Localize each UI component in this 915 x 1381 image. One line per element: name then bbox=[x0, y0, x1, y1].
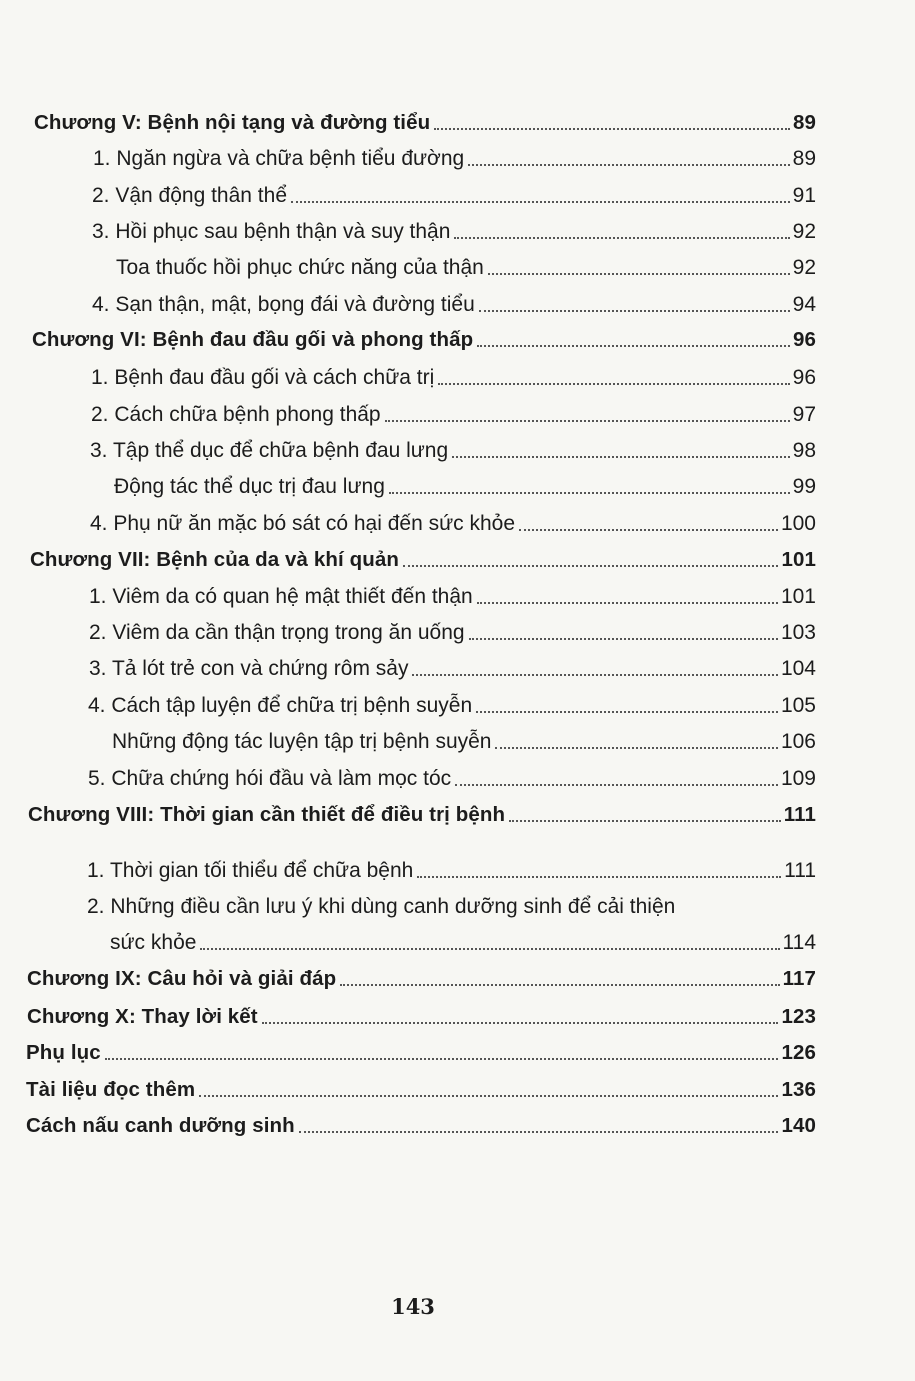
toc-section-entry[interactable] bbox=[92, 183, 816, 209]
toc-page-number: 111 bbox=[783, 803, 816, 826]
toc-page-number: 103 bbox=[780, 621, 816, 644]
toc-page-number: 94 bbox=[792, 293, 816, 316]
toc-chapter-entry[interactable] bbox=[30, 547, 816, 573]
dot-leader bbox=[412, 674, 777, 676]
toc-entry-label: 1. Viêm da có quan hệ mật thiết đến thận bbox=[89, 585, 473, 608]
toc-section-entry[interactable] bbox=[90, 438, 816, 464]
toc-chapter-entry[interactable] bbox=[26, 1077, 816, 1103]
toc-entry-label: 4. Sạn thận, mật, bọng đái và đường tiểu bbox=[92, 293, 475, 316]
dot-leader bbox=[417, 876, 781, 878]
dot-leader bbox=[200, 948, 779, 950]
toc-entry-label: 1. Thời gian tối thiểu để chữa bệnh bbox=[87, 859, 414, 882]
dot-leader bbox=[495, 747, 777, 749]
toc-entry-label: 2. Những điều cần lưu ý khi dùng canh dưỡng sinh để cải thiện bbox=[87, 895, 676, 918]
toc-page-number: 96 bbox=[792, 328, 816, 351]
toc-entry-label: 3. Tập thể dục để chữa bệnh đau lưng bbox=[90, 439, 449, 462]
toc-entry-continuation bbox=[110, 930, 816, 956]
toc-page-number: 117 bbox=[782, 967, 816, 990]
dot-leader bbox=[438, 383, 789, 385]
dot-leader bbox=[468, 164, 789, 166]
toc-section-entry[interactable] bbox=[114, 474, 816, 500]
toc-entry-label: 3. Tả lót trẻ con và chứng rôm sảy bbox=[89, 657, 409, 680]
toc-page-number: 104 bbox=[780, 657, 816, 680]
toc-page-number: 105 bbox=[780, 694, 816, 717]
toc-section-entry[interactable] bbox=[92, 292, 816, 318]
toc-page-number: 123 bbox=[781, 1005, 816, 1028]
dot-leader bbox=[105, 1058, 779, 1060]
toc-entry-label: Chương V: Bệnh nội tạng và đường tiểu bbox=[34, 111, 431, 134]
toc-entry-label: 2. Viêm da cần thận trọng trong ăn uống bbox=[89, 621, 465, 644]
toc-section-entry[interactable] bbox=[89, 584, 816, 610]
toc-chapter-entry[interactable] bbox=[27, 1004, 816, 1030]
dot-leader bbox=[519, 529, 778, 531]
dot-leader bbox=[509, 820, 781, 822]
toc-section-entry[interactable] bbox=[112, 729, 816, 755]
toc-entry-label: Chương VII: Bệnh của da và khí quản bbox=[30, 548, 399, 571]
toc-section-entry[interactable] bbox=[92, 219, 816, 245]
toc-page-number: 111 bbox=[784, 859, 816, 882]
toc-page-number: 96 bbox=[792, 366, 816, 389]
dot-leader bbox=[488, 273, 790, 275]
dot-leader bbox=[291, 201, 790, 203]
toc-page-number: 92 bbox=[792, 220, 816, 243]
toc-entry-label: 4. Phụ nữ ăn mặc bó sát có hại đến sức khỏe bbox=[90, 512, 516, 535]
toc-page-number: 114 bbox=[782, 931, 816, 954]
toc-entry-label: Tài liệu đọc thêm bbox=[26, 1078, 196, 1101]
dot-leader bbox=[477, 602, 778, 604]
dot-leader bbox=[403, 565, 779, 567]
dot-leader bbox=[454, 237, 789, 239]
toc-chapter-entry[interactable] bbox=[34, 110, 816, 136]
toc-section-entry[interactable] bbox=[89, 656, 816, 682]
toc-entry-label: Cách nấu canh dưỡng sinh bbox=[26, 1114, 295, 1137]
toc-entry-label: Phụ lục bbox=[26, 1041, 101, 1064]
toc-page-number: 109 bbox=[780, 767, 816, 790]
dot-leader bbox=[340, 984, 779, 986]
toc-entry-label: 2. Vận động thân thể bbox=[92, 184, 287, 207]
page-number: 143 bbox=[391, 1294, 435, 1319]
toc-entry-label: Chương X: Thay lời kết bbox=[27, 1005, 258, 1028]
toc-page-number: 101 bbox=[781, 548, 816, 571]
toc-section-entry[interactable] bbox=[88, 693, 816, 719]
toc-entry-label-continued: sức khỏe bbox=[110, 931, 197, 954]
toc-chapter-entry[interactable] bbox=[28, 802, 816, 828]
dot-leader bbox=[479, 310, 790, 312]
toc-chapter-entry[interactable] bbox=[32, 327, 816, 353]
toc-page-number: 100 bbox=[780, 512, 816, 535]
toc-page-number: 101 bbox=[780, 585, 816, 608]
dot-leader bbox=[455, 784, 778, 786]
toc-section-entry[interactable] bbox=[116, 255, 816, 281]
toc-page-number: 126 bbox=[781, 1041, 816, 1064]
dot-leader bbox=[389, 492, 790, 494]
toc-page-number: 97 bbox=[792, 403, 816, 426]
toc-section-entry[interactable] bbox=[89, 620, 816, 646]
toc-chapter-entry[interactable] bbox=[27, 966, 816, 992]
toc-entry-label: 1. Bệnh đau đầu gối và cách chữa trị bbox=[91, 366, 435, 389]
toc-chapter-entry[interactable] bbox=[26, 1113, 816, 1139]
toc-page-number: 140 bbox=[781, 1114, 816, 1137]
dot-leader bbox=[469, 638, 778, 640]
toc-entry-label: Toa thuốc hồi phục chức năng của thận bbox=[116, 256, 484, 279]
toc-entry-label: Chương IX: Câu hỏi và giải đáp bbox=[27, 967, 337, 990]
dot-leader bbox=[476, 711, 778, 713]
dot-leader bbox=[385, 420, 790, 422]
toc-page-number: 89 bbox=[792, 111, 816, 134]
toc-section-entry[interactable] bbox=[90, 511, 816, 537]
toc-section-entry[interactable] bbox=[87, 858, 816, 884]
toc-page-number: 99 bbox=[792, 475, 816, 498]
toc-entry-label: Động tác thể dục trị đau lưng bbox=[114, 475, 385, 498]
toc-entry-label: Chương VI: Bệnh đau đầu gối và phong thấp bbox=[32, 328, 474, 351]
dot-leader bbox=[262, 1022, 779, 1024]
toc-entry-label: 3. Hồi phục sau bệnh thận và suy thận bbox=[92, 220, 451, 243]
dot-leader bbox=[299, 1131, 779, 1133]
dot-leader bbox=[452, 456, 789, 458]
dot-leader bbox=[199, 1095, 778, 1097]
toc-section-entry[interactable] bbox=[91, 365, 816, 391]
toc-page-number: 92 bbox=[792, 256, 816, 279]
dot-leader bbox=[434, 128, 790, 130]
toc-section-entry[interactable] bbox=[93, 146, 816, 172]
toc-entry-label: Chương VIII: Thời gian cần thiết để điều trị bệnh bbox=[28, 803, 506, 826]
toc-entry-label: 1. Ngăn ngừa và chữa bệnh tiểu đường bbox=[93, 147, 465, 170]
dot-leader bbox=[477, 345, 790, 347]
toc-section-entry[interactable] bbox=[88, 766, 816, 792]
toc-page-number: 98 bbox=[792, 439, 816, 462]
toc-page-number: 106 bbox=[780, 730, 816, 753]
toc-chapter-entry[interactable] bbox=[26, 1040, 816, 1066]
toc-page-number: 91 bbox=[792, 184, 816, 207]
toc-page-number: 136 bbox=[781, 1078, 816, 1101]
toc-entry-label: Những động tác luyện tập trị bệnh suyễn bbox=[112, 730, 492, 753]
toc-page-number: 89 bbox=[792, 147, 816, 170]
toc-entry-label: 5. Chữa chứng hói đầu và làm mọc tóc bbox=[88, 767, 452, 790]
toc-entry-label: 4. Cách tập luyện để chữa trị bệnh suyễn bbox=[88, 694, 473, 717]
toc-entry-label: 2. Cách chữa bệnh phong thấp bbox=[91, 403, 381, 426]
toc-section-entry[interactable] bbox=[91, 402, 816, 428]
